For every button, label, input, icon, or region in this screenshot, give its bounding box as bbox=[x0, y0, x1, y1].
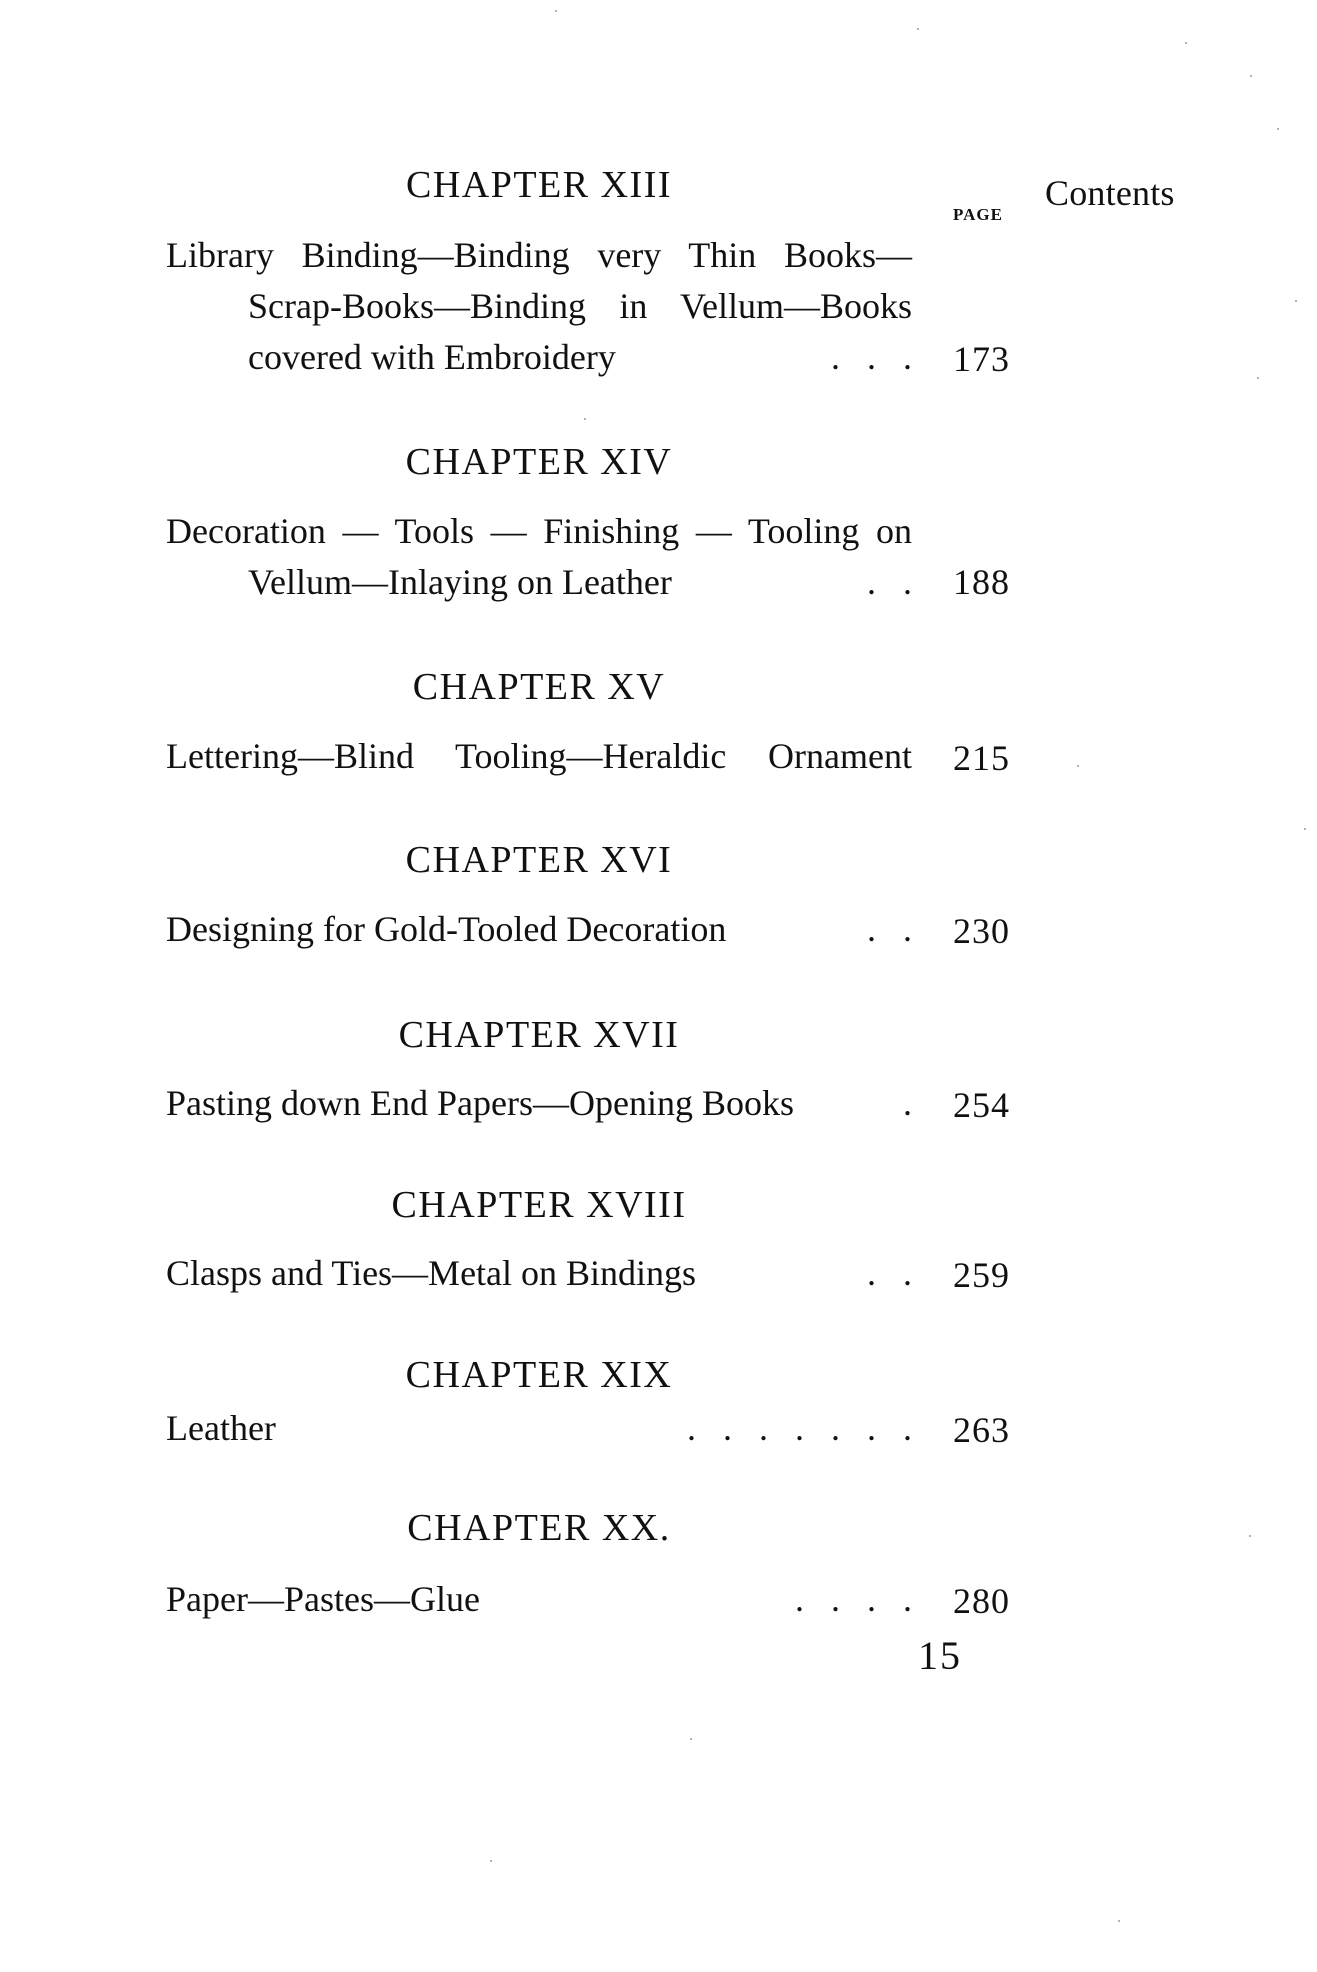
entry-line bbox=[166, 1248, 912, 1299]
paper-speck bbox=[1249, 1535, 1251, 1537]
page-number: 254 bbox=[953, 1085, 1010, 1125]
paper-speck bbox=[1250, 75, 1252, 77]
chapter-title-xix: CHAPTER XIX bbox=[405, 1354, 673, 1396]
paper-speck bbox=[555, 10, 557, 12]
chapter-entry-xviii bbox=[166, 1248, 912, 1299]
paper-speck bbox=[1257, 377, 1259, 379]
leader-dots: . . bbox=[867, 1253, 912, 1293]
paper-speck bbox=[690, 1738, 692, 1740]
paper-speck bbox=[1295, 300, 1297, 302]
chapter-entry-xvi bbox=[166, 904, 912, 955]
page-number: 259 bbox=[953, 1255, 1010, 1295]
chapter-title-xx: CHAPTER XX. bbox=[407, 1507, 671, 1549]
running-head: Contents bbox=[1045, 173, 1175, 213]
entry-line-text: Paper—Pastes—Glue bbox=[166, 1579, 480, 1619]
page-number: 230 bbox=[953, 911, 1010, 951]
page-column-label: PAGE bbox=[953, 205, 1003, 224]
paper-speck bbox=[584, 418, 586, 420]
chapter-entry-xiv bbox=[166, 506, 912, 608]
entry-line: Decoration — Tools — Finishing — Tooling on bbox=[166, 511, 912, 551]
chapter-title-xvi: CHAPTER XVI bbox=[405, 839, 673, 881]
chapter-title-xviii: CHAPTER XVIII bbox=[391, 1184, 687, 1226]
chapter-entry-xiii bbox=[166, 230, 912, 383]
leader-dots: . bbox=[903, 1083, 912, 1123]
page-number: 188 bbox=[953, 562, 1010, 602]
entry-line-text: Designing for Gold-Tooled Decoration bbox=[166, 909, 727, 949]
entry-line bbox=[166, 1403, 912, 1454]
chapter-title-xiv: CHAPTER XIV bbox=[405, 441, 673, 483]
chapter-title-xvii: CHAPTER XVII bbox=[398, 1014, 680, 1056]
leader-dots: . . . . . . . bbox=[687, 1408, 912, 1448]
entry-line-text: Clasps and Ties—Metal on Bindings bbox=[166, 1253, 697, 1293]
paper-speck bbox=[1077, 765, 1079, 767]
entry-line: Library Binding—Binding very Thin Books— bbox=[166, 235, 912, 275]
chapter-title-xiii: CHAPTER XIII bbox=[405, 164, 673, 206]
chapter-entry-xix bbox=[166, 1403, 912, 1454]
paper-speck bbox=[1304, 828, 1306, 830]
chapter-title-xv: CHAPTER XV bbox=[412, 666, 666, 708]
entry-line-text: Leather bbox=[166, 1408, 276, 1448]
entry-line bbox=[166, 1078, 912, 1129]
leader-dots: . . bbox=[867, 909, 912, 949]
chapter-entry-xv bbox=[166, 731, 912, 782]
entry-line bbox=[166, 904, 912, 955]
page-number: 215 bbox=[953, 738, 1010, 778]
entry-line-text: Vellum—Inlaying on Leather bbox=[248, 562, 672, 602]
entry-line: Scrap-Books—Binding in Vellum—Books bbox=[248, 286, 912, 326]
page-number: 263 bbox=[953, 1410, 1010, 1450]
leader-dots: . . . bbox=[831, 337, 912, 377]
leader-dots: . . bbox=[867, 562, 912, 602]
chapter-entry-xvii bbox=[166, 1078, 912, 1129]
entry-line-text: covered with Embroidery bbox=[248, 337, 616, 377]
chapter-entry-xx bbox=[166, 1574, 912, 1625]
entry-line: Lettering—Blind Tooling—Heraldic Ornament bbox=[166, 736, 912, 776]
paper-speck bbox=[917, 28, 919, 30]
page-number: 173 bbox=[953, 339, 1010, 379]
paper-speck bbox=[490, 1860, 492, 1862]
leader-dots: . . . . bbox=[795, 1579, 912, 1619]
page-number: 280 bbox=[953, 1581, 1010, 1621]
entry-line bbox=[166, 332, 912, 383]
entry-line bbox=[166, 557, 912, 608]
paper-speck bbox=[1118, 1920, 1120, 1922]
paper-speck bbox=[1277, 128, 1279, 130]
folio-number: 15 bbox=[918, 1633, 962, 1678]
paper-speck bbox=[1185, 42, 1187, 44]
entry-line bbox=[166, 1574, 912, 1625]
entry-line-text: Pasting down End Papers—Opening Books bbox=[166, 1083, 794, 1123]
